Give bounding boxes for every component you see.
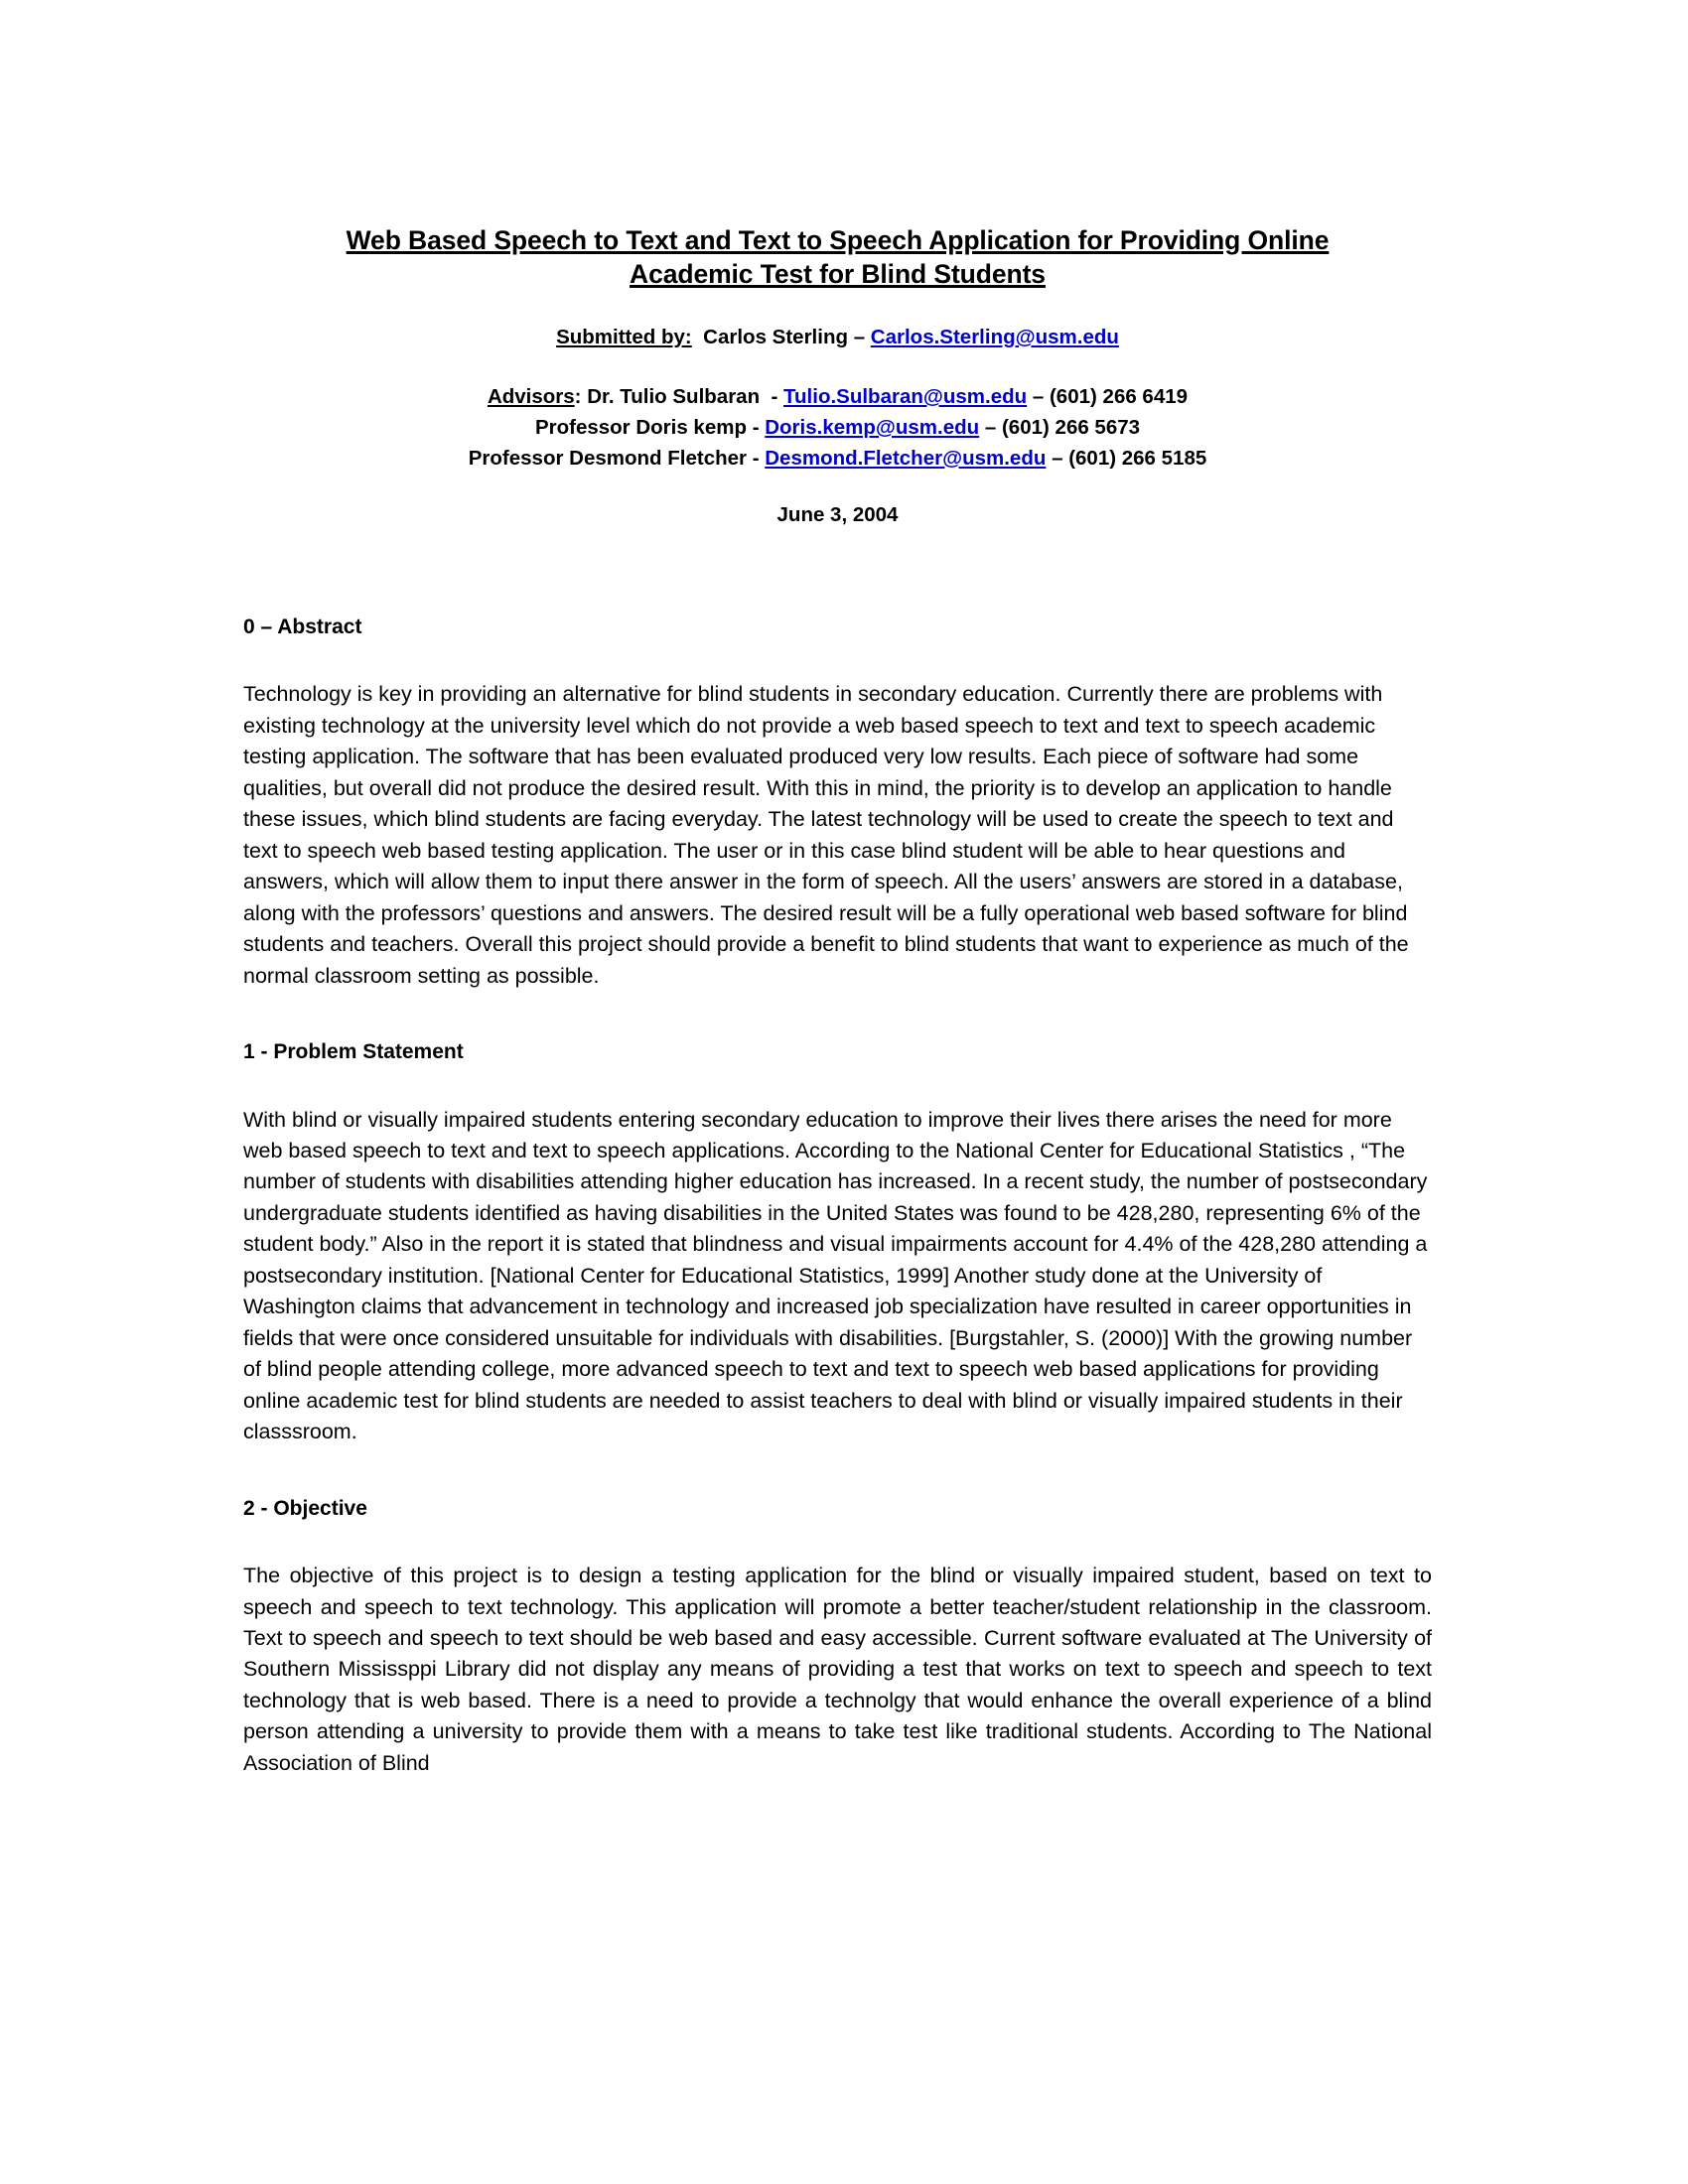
section-heading-problem-statement: 1 - Problem Statement <box>243 1040 464 1064</box>
advisor-email-link-3[interactable]: Desmond.Fletcher@usm.edu <box>765 446 1047 470</box>
section-body-problem-statement: With blind or visually impaired students entering secondary education to improve their lives there arises the need for more web based speech to text and text to speech applications. According to the National Center for Educational Statistics , “The number of students with disabilities attending higher education has increased. In a recent study, the number of postsecondary undergraduate students identified as having disabilities in the United States was found to be 428,280, representing 6% of the student body.” Also in the report it is stated that blindness and visual impairments account for 4.4% of the 428,280 attending a postsecondary institution. [National Center for Educational Statistics, 1999] Another study done at the University of Washington claims that advancement in technology and increased job specialization have resulted in career opportunities in fields that were once considered unsuitable for individuals with disabilities. [Burgstahler, S. (2000)] With the growing number of blind people attending college, more advanced speech to text and text to speech web based applications for providing online academic test for blind students are needed to assist teachers to deal with blind or visually impaired students in their classsroom. <box>243 1107 1428 1444</box>
byline <box>243 322 1432 352</box>
advisor-separator-1: - <box>771 385 778 409</box>
advisor-row-1 <box>243 382 1432 413</box>
section-heading-objective: 2 - Objective <box>243 1496 367 1520</box>
spacer <box>243 1065 1432 1105</box>
author-name: Carlos Sterling <box>703 325 848 348</box>
advisor-separator-2: - <box>752 415 760 439</box>
section-body-objective: The objective of this project is to design a testing application for the blind or visually impaired student, based on text to speech and speech to text technology. This application will promote a better teacher/student relationship in the classroom. Text to speech and speech to text should be web based and easy accessible. Current software evaluated at The University of Southern Mississppi Library did not display any means of providing a test that works on text to speech and speech to text technology that is web based. There is a need to provide a technolgy that would enhance the overall experience of a blind person attending a university to provide them with a means to take test like traditional students. According to The National Association of Blind <box>243 1564 1432 1775</box>
advisor-separator-3: - <box>752 446 760 470</box>
page-title-line-1: Web Based Speech to Text and Text to Speech Application for Providing Online <box>346 225 1330 255</box>
advisors-label: Advisors <box>487 385 575 409</box>
document-content <box>243 223 1432 1779</box>
advisor-name-1: Dr. Tulio Sulbaran <box>587 385 761 409</box>
spacer <box>243 1448 1432 1496</box>
byline-row <box>243 322 1432 352</box>
page-title-line-2: Academic Test for Blind Students <box>630 259 1046 290</box>
submission-date: June 3, 2004 <box>776 503 899 527</box>
advisor-phone-1: (601) 266 6419 <box>1049 385 1189 409</box>
spacer <box>243 292 1432 322</box>
spacer <box>243 527 1432 614</box>
advisor-name-2: Professor Doris kemp <box>534 415 747 439</box>
advisor-phone-2: (601) 266 5673 <box>1001 415 1141 439</box>
byline-dash: – <box>853 325 866 348</box>
advisor-name-3: Professor Desmond Fletcher <box>468 446 747 470</box>
author-email-link[interactable]: Carlos.Sterling@usm.edu <box>870 325 1119 348</box>
advisor-dash-1: – <box>1032 385 1045 409</box>
advisor-email-link-2[interactable]: Doris.kemp@usm.edu <box>765 415 980 439</box>
page-title <box>243 223 1432 292</box>
spacer <box>243 1521 1432 1561</box>
section-body-abstract: Technology is key in providing an alternative for blind students in secondary education. Currently there are problems with existing technology at the university level which do not provide a web based speech to text and text to speech academic testing application. The software that has been evaluated produced very low results. Each piece of software had some qualities, but overall did not produce the desired result. With this in mind, the priority is to develop an application to handle these issues, which blind students are facing everyday. The latest technology will be used to create the speech to text and text to speech web based testing application. The user or in this case blind student will be able to hear questions and answers, which will allow them to input there answer in the form of speech. All the users’ answers are stored in a database, along with the professors’ questions and answers. The desired result will be a fully operational web based software for blind students and teachers. Overall this project should provide a benefit to blind students that want to experience as much of the normal classroom setting as possible. <box>243 682 1409 988</box>
advisor-email-link-1[interactable]: Tulio.Sulbaran@usm.edu <box>783 385 1028 409</box>
advisor-row-3 <box>243 444 1432 475</box>
advisor-dash-3: – <box>1052 446 1063 470</box>
submitted-by-label: Submitted by: <box>556 325 692 348</box>
advisors-block <box>243 382 1432 474</box>
advisor-dash-2: – <box>984 415 997 439</box>
spacer <box>243 992 1432 1039</box>
advisors-label-colon: : <box>574 385 582 409</box>
advisor-row-2 <box>243 413 1432 444</box>
spacer <box>243 639 1432 679</box>
advisor-phone-3: (601) 266 5185 <box>1068 446 1207 470</box>
section-heading-abstract: 0 – Abstract <box>243 615 362 639</box>
